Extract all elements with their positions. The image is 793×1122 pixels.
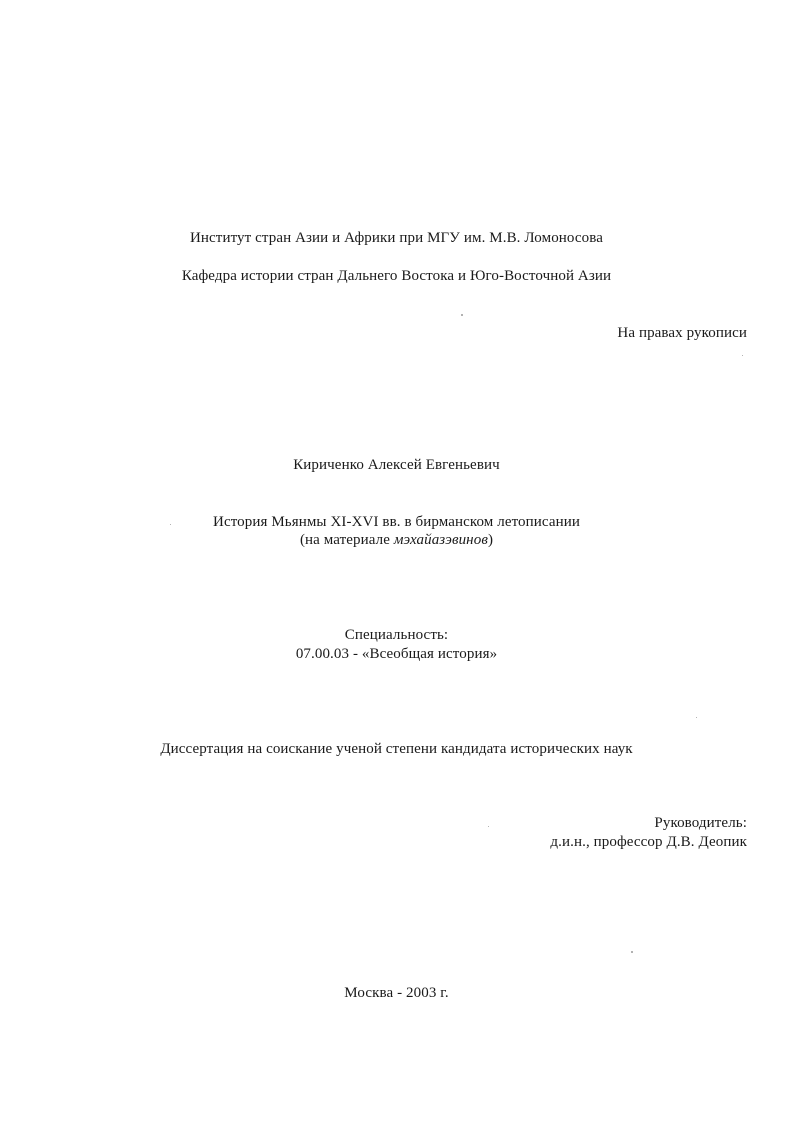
degree-statement: Диссертация на соискание ученой степени кандидата исторических наук <box>160 741 633 757</box>
subtitle-italic-term: мэхайазэвинов <box>393 532 488 548</box>
scan-speck <box>696 717 697 718</box>
scan-speck <box>488 826 489 827</box>
dissertation-title: История Мьянмы XI-XVI вв. в бирманском летописании <box>213 514 580 530</box>
subtitle-prefix: (на материале <box>299 532 394 548</box>
author-name: Кириченко Алексей Евгеньевич <box>293 457 500 473</box>
specialty-label: Специальность: <box>344 627 449 643</box>
scan-speck <box>742 355 743 356</box>
supervisor-label: Руководитель: <box>654 815 747 831</box>
city-year: Москва - 2003 г. <box>344 985 449 1001</box>
subtitle-suffix: ) <box>487 532 494 548</box>
scan-speck <box>631 951 633 953</box>
manuscript-note: На правах рукописи <box>617 325 747 341</box>
scan-speck <box>461 314 463 316</box>
specialty-value: 07.00.03 - «Всеобщая история» <box>295 646 498 662</box>
supervisor-name: д.и.н., профессор Д.В. Деопик <box>550 834 747 850</box>
scan-speck <box>170 524 171 525</box>
department-name: Кафедра истории стран Дальнего Востока и Юго-Восточной Азии <box>181 268 612 284</box>
institute-name: Институт стран Азии и Африки при МГУ им. М.В. Ломоносова <box>189 230 603 246</box>
dissertation-subtitle <box>0 531 793 549</box>
